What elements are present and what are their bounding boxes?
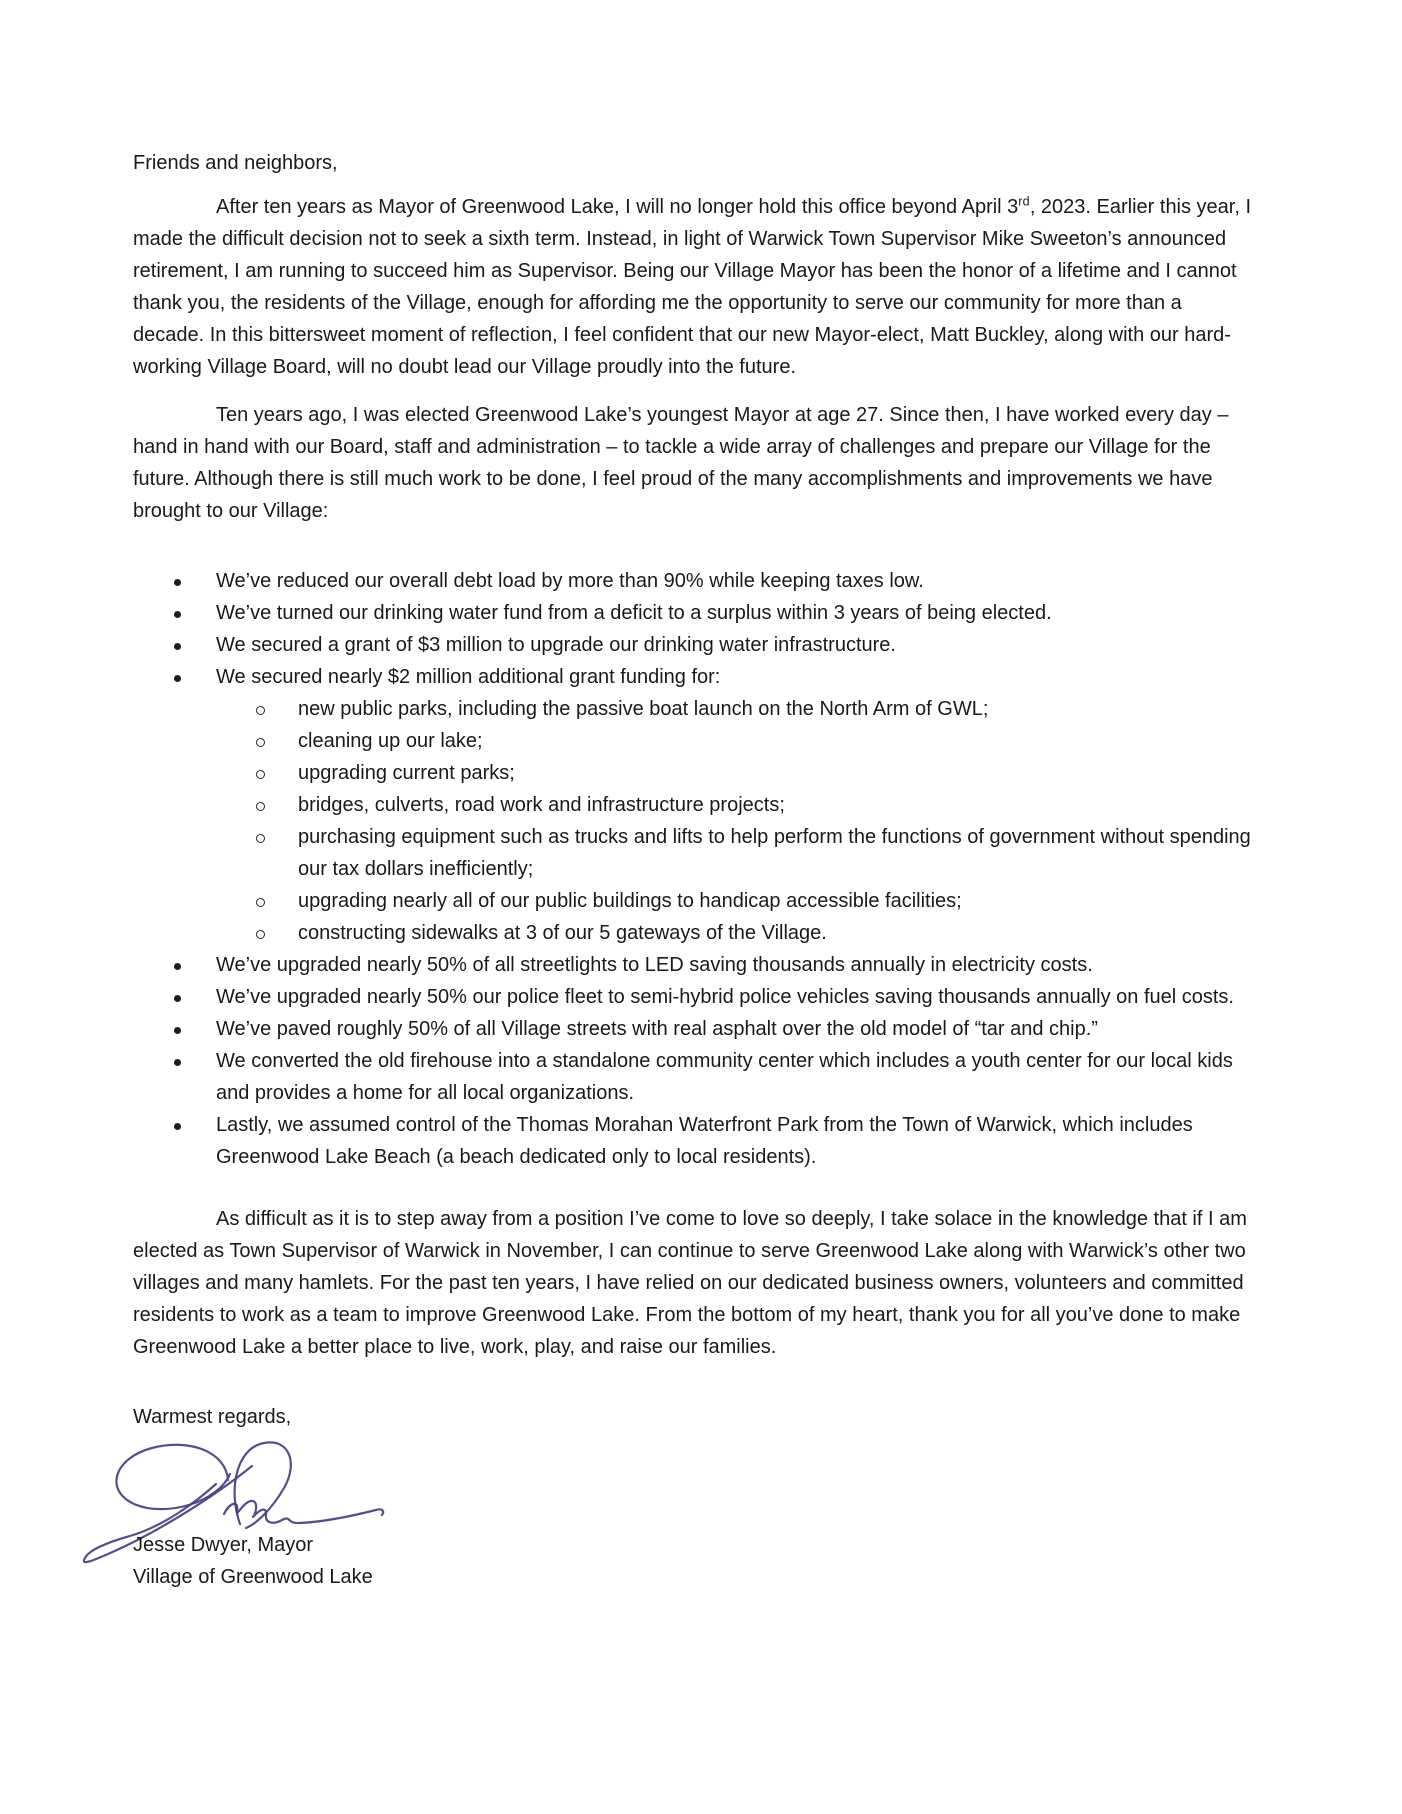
salutation: Friends and neighbors,: [133, 152, 338, 174]
grant-funding-sublist: [216, 693, 1255, 949]
ordinal-superscript: rd: [1018, 194, 1030, 209]
paragraph-accomplishments-lead: Ten years ago, I was elected Greenwood Lake’s youngest Mayor at age 27. Since then, I have worked every day – hand in hand with our Board, staff and administration – to tackle a wide array of challenges and prepare our Village for the future. Although there is still much work to be done, I feel proud of the many accomplishments and improvements we have brought to our Village:: [133, 404, 1229, 522]
list-item: We’ve reduced our overall debt load by more than 90% while keeping taxes low.: [133, 565, 1255, 597]
list-item: We secured a grant of $3 million to upgrade our drinking water infrastructure.: [133, 629, 1255, 661]
list-item-text: We secured nearly $2 million additional grant funding for:: [216, 666, 721, 688]
list-item: [133, 661, 1255, 949]
list-item: We converted the old firehouse into a standalone community center which includes a youth center for our local kids and provides a home for all local organizations.: [133, 1045, 1255, 1109]
signature-block: [133, 1529, 1255, 1593]
sub-list-item: upgrading current parks;: [216, 757, 1255, 789]
list-item: We’ve upgraded nearly 50% of all streetlights to LED saving thousands annually in electricity costs.: [133, 949, 1255, 981]
sub-list-item: new public parks, including the passive boat launch on the North Arm of GWL;: [216, 693, 1255, 725]
sub-list-item: purchasing equipment such as trucks and lifts to help perform the functions of government without spending our tax dollars inefficiently;: [216, 821, 1255, 885]
list-item: We’ve turned our drinking water fund from a deficit to a surplus within 3 years of being elected.: [133, 597, 1255, 629]
signoff: Warmest regards,: [133, 1406, 292, 1428]
sub-list-item: constructing sidewalks at 3 of our 5 gateways of the Village.: [216, 917, 1255, 949]
list-item: Lastly, we assumed control of the Thomas Morahan Waterfront Park from the Town of Warwick, which includes Greenwood Lake Beach (a beach dedicated only to local residents).: [133, 1109, 1255, 1173]
sub-list-item: upgrading nearly all of our public buildings to handicap accessible facilities;: [216, 885, 1255, 917]
signer-name: Jesse Dwyer, Mayor: [133, 1534, 314, 1556]
signer-org: Village of Greenwood Lake: [133, 1566, 373, 1588]
paragraph-intro-text: After ten years as Mayor of Greenwood Lake, I will no longer hold this office beyond April 3: [216, 196, 1019, 218]
sub-list-item: bridges, culverts, road work and infrastructure projects;: [216, 789, 1255, 821]
paragraph-intro-continuation: , 2023. Earlier this year, I made the difficult decision not to seek a sixth term. Instead, in light of Warwick Town Supervisor Mike Sweeton’s announced retirement, I am running to succeed him as Supervisor. Being our Village Mayor has been the honor of a lifetime and I cannot thank you, the residents of the Village, enough for affording me the opportunity to serve our community for more than a decade. In this bittersweet moment of reflection, I feel confident that our new Mayor-elect, Matt Buckley, along with our hard-working Village Board, will no doubt lead our Village proudly into the future.: [133, 196, 1252, 378]
paragraph-closing: As difficult as it is to step away from a position I’ve come to love so deeply, I take solace in the knowledge that if I am elected as Town Supervisor of Warwick in November, I can continue to serve Greenwood Lake along with Warwick’s other two villages and many hamlets. For the past ten years, I have relied on our dedicated business owners, volunteers and committed residents to work as a team to improve Greenwood Lake. From the bottom of my heart, thank you for all you’ve done to make Greenwood Lake a better place to live, work, play, and raise our families.: [133, 1208, 1247, 1358]
accomplishments-list: [133, 565, 1255, 1173]
list-item: We’ve upgraded nearly 50% our police fleet to semi-hybrid police vehicles saving thousands annually on fuel costs.: [133, 981, 1255, 1013]
paragraph-intro: [133, 191, 1255, 383]
list-item: We’ve paved roughly 50% of all Village streets with real asphalt over the old model of “tar and chip.”: [133, 1013, 1255, 1045]
sub-list-item: cleaning up our lake;: [216, 725, 1255, 757]
